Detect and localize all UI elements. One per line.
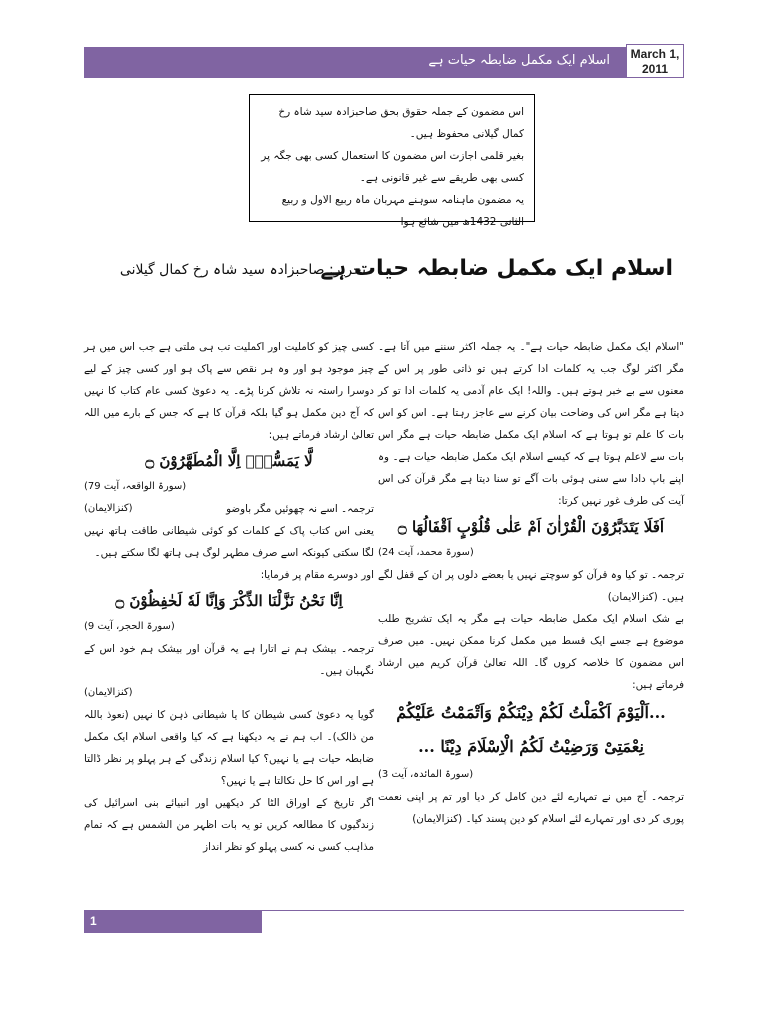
page-number: 1 [90,914,97,928]
translation: ترجمہ۔ بیشک ہم نے اتارا ہے یہ قرآن اور بیشک ہم خود اس کے نگہبان ہیں۔ [84,643,374,677]
translation-row [84,498,374,520]
quran-verse: نِعْمَتِیْ وَرَضِیْتُ لَكُمُ الْاِسْلَامَ دِیْنًا ... [418,737,644,756]
paragraph: کسی چیز کو کاملیت اور اکملیت تب ہی ملتی ہے جب اس میں ہر چیز موجود ہو اور وہ ہر نقص سے پاک ہو اور کسی چیز کے لیے دوسرا راستہ نہ تلاش کرنا پڑے۔ یہ دعویٰ کسی عام کتاب کا نہیں کہ آج دین مکمل ہو گیا بلکہ قرآن کا ہے کہ جس کے بارے میں اللہ تعالیٰ ارشاد فرماتے ہیں: [84,341,374,441]
translation: ترجمہ۔ آج میں نے تمہارے لئے دین کامل کر دیا اور تم پر اپنی نعمت پوری کر دی اور تمہارے لئے اسلام کو دین پسند کیا۔ (کنزالایمان) [378,791,684,825]
verse-reference: (سورۃ الحجر، آیت 9) [84,621,175,632]
right-column [378,336,684,830]
paragraph: اگر تاریخ کے اوراق الٹا کر دیکھیں اور انبیائے بنی اسرائیل کی زندگیوں کا مطالعہ کریں تو یہ بات اظہر من الشمس ہے کہ تمام مذاہب کسی نہ کسی پہلو کو نظر انداز [84,797,374,853]
verse-reference: (سورۃ المائدہ، آیت 3) [378,769,474,780]
verse-reference: (سورۃ الواقعہ، آیت 79) [84,481,187,492]
quran-verse: اِنَّا نَحْنُ نَزَّلْنَا الذِّكْرَ وَاِنَّا لَهٗ لَحٰفِظُوْنَ ۝ [115,592,343,610]
translation: ترجمہ۔ تو کیا وہ قرآن کو سوچتے نہیں یا بعضے دلوں پر ان کے قفل لگے ہیں۔ (کنزالایمان) [378,569,684,603]
footer-bar [84,911,262,933]
header-title: اسلام ایک مکمل ضابطہ حیات ہے [428,53,610,68]
verse-reference: (سورۃ محمد، آیت 24) [378,547,474,558]
date-line-2: 2011 [641,62,669,76]
date-line-1: March 1, [630,47,680,61]
quran-verse: ...اَلْیَوْمَ اَكْمَلْتُ لَكُمْ دِیْنَكُمْ وَاَتْمَمْتُ عَلَیْكُمْ [396,703,666,722]
quran-verse: لَّا یَمَسُّهٗۤ اِلَّا الْمُطَهَّرُوْنَ ۝ [145,452,313,470]
translation-source: (کنزالایمان) [84,687,133,698]
copyright-notice [249,94,535,228]
header-bar [84,47,626,78]
left-column [84,336,374,858]
notice-line-2: بغیر قلمی اجازت اس مضمون کا استعمال کسی بھی جگہ پر کسی بھی طریقے سے غیر قانونی ہے۔ [261,150,524,184]
notice-line-1: اس مضمون کے جملہ حقوق بحق صاحبزادہ سید شاہ رخ کمال گیلانی محفوظ ہیں۔ [278,106,524,140]
translation: ترجمہ۔ اسے نہ چھوئیں مگر باوضو [226,503,374,515]
translation-source: (کنزالایمان) [84,503,133,514]
header-date [626,44,684,78]
paragraph: بے شک اسلام ایک مکمل ضابطہ حیات ہے مگر یہ ایک تشریح طلب موضوع ہے جسے ایک قسط میں مکمل کرنا ممکن نہیں۔ میں صرف اس مضمون کا خلاصہ کروں گا۔ اللہ تعالیٰ قرآن کریم میں ارشاد فرماتے ہیں: [378,613,684,691]
notice-line-3: یہ مضمون ماہنامہ سوہنے مہربان ماہ ربیع الاول و ربیع الثانی 1432ھ میں شائع ہوا [281,194,524,228]
quran-verse: اَفَلَا یَتَدَبَّرُوْنَ الْقُرْاٰنَ اَمْ عَلٰی قُلُوْبٍ اَقْفَالُهَا ۝ [397,518,665,536]
article-title: اسلام ایک مکمل ضابطہ حیات ہے [320,256,673,281]
paragraph: گویا یہ دعویٰ کسی شیطان کا یا شیطانی ذہن کا نہیں (نعوذ باللہ من ذالک)۔ اب ہم نے یہ دیکھنا ہے کہ کیا واقعی اسلام ایک مکمل ضابطہ حیات ہے یا نہیں؟ کیا اسلام زندگی کے ہر پہلو پر نظر ڈالتا ہے اور اس کا حل نکالتا ہے یا نہیں؟ [84,709,374,787]
paragraph: "اسلام ایک مکمل ضابطہ حیات ہے"۔ یہ جملہ اکثر سننے میں آتا ہے۔ مگر اکثر لوگ جب یہ کلمات ادا کرتے ہیں تو ذاتی طور پر اس کے معنوں سے بے خبر ہوتے ہیں۔ واللہ! ایک عام آدمی یہ کلمات ادا تو کر دیتا ہے مگر اس کی وضاحت بیان کرنے سے عاجز رہتا ہے۔ اس کو اس بات کا علم تو ہوتا ہے کہ اسلام ایک مکمل ضابطہ حیات ہے مگر اس بات سے لاعلم ہوتا ہے کہ کیسے اسلام ایک مکمل ضابطہ حیات ہے۔ وہ اپنے باپ دادا سے سنی ہوئی بات آگے تو سنا دیتا ہے مگر قرآن کی اس آیت کی طرف غور نہیں کرتا: [378,341,684,507]
article-author: تحریر: صاحبزادہ سید شاہ رخ کمال گیلانی [119,262,366,278]
paragraph: یعنی اس کتاب پاک کے کلمات کو کوئی شیطانی طاقت ہاتھ نہیں لگا سکتی کیونکہ اسے صرف مطہر لوگ ہی ہاتھ لگا سکتے ہیں۔ [84,525,374,559]
paragraph: اور دوسرے مقام پر فرمایا: [260,569,374,581]
